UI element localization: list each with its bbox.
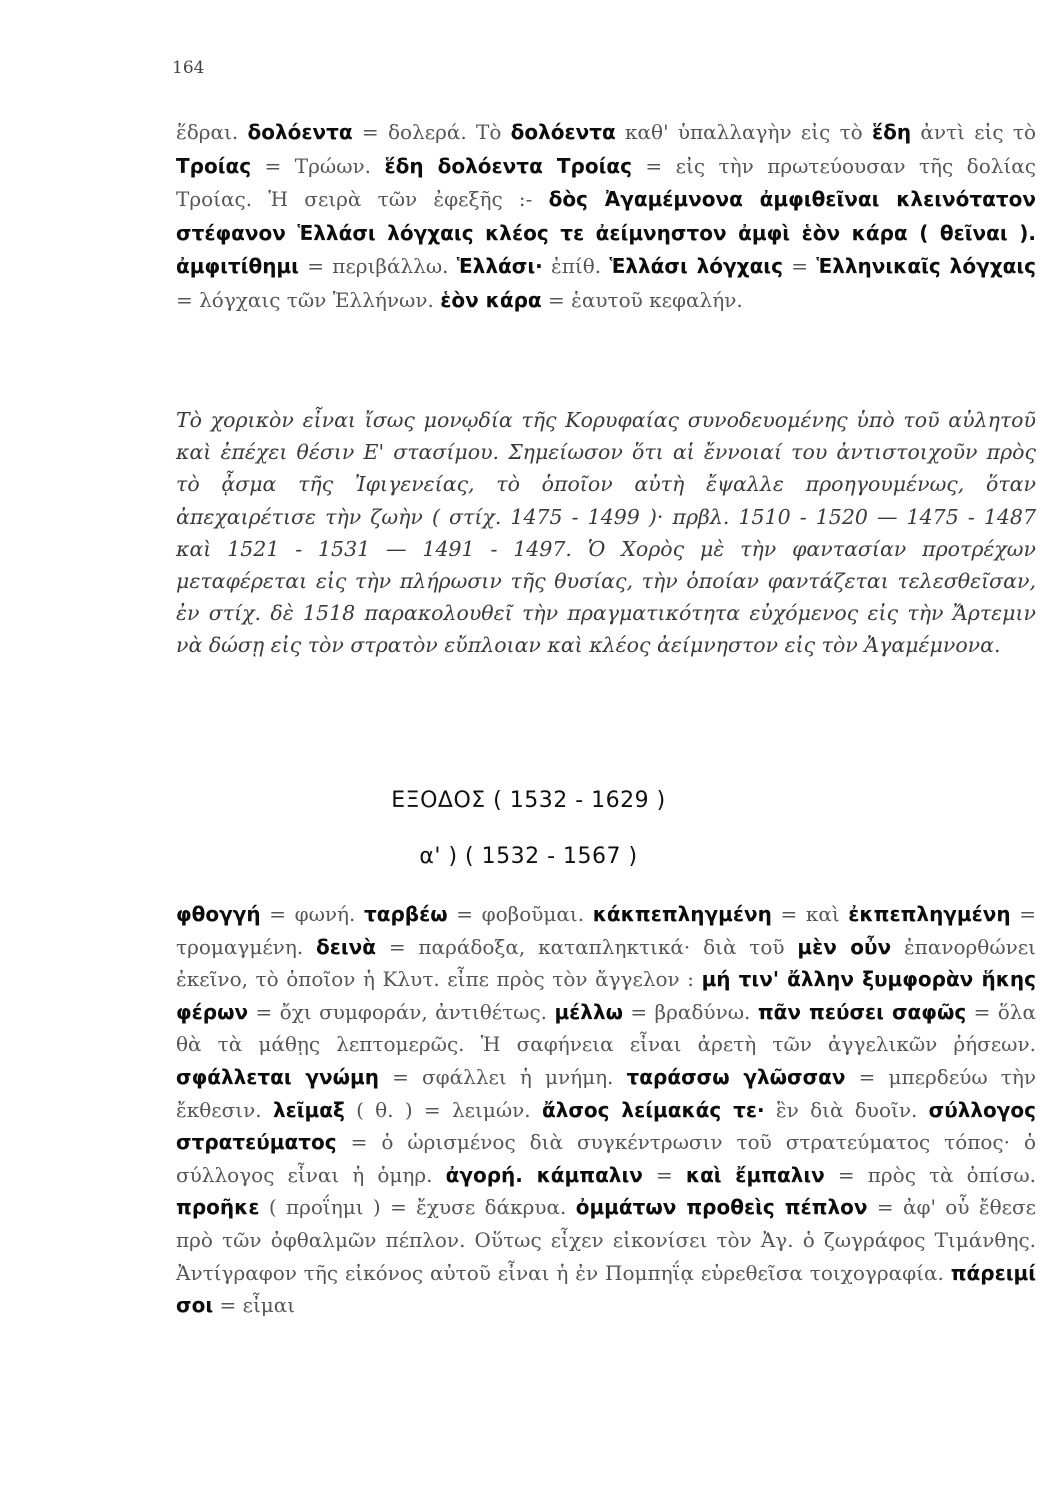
bold-lemma: προῆκε <box>176 1195 260 1220</box>
gloss-text: = δολερά. Τὸ <box>352 120 511 144</box>
gloss-text: = <box>642 1162 686 1187</box>
gloss-text: = βραδύνω. <box>622 999 758 1024</box>
bold-lemma: Ἑλληνικαῖς λόγχαις <box>816 254 1036 278</box>
bold-lemma: ἄλσος λείμακάς τε· <box>541 1097 765 1122</box>
gloss-text: = πρὸς τὰ ὀπίσω. <box>824 1162 1037 1187</box>
gloss-text: = περιβάλλω. <box>298 254 457 278</box>
bold-lemma: Ἑλλάσι λόγχαις <box>609 254 783 278</box>
gloss-text: = ἑαυτοῦ κεφαλήν. <box>541 287 743 312</box>
bold-lemma: δολόεντα <box>510 120 616 144</box>
gloss-text: = ὅλα θὰ τὰ μάθῃς λεπτομερῶς. Ἡ σαφήνεια εἶναι ἀρετὴ τῶν ἀγγελικῶν ῥήσεων. <box>176 999 1036 1057</box>
bold-lemma: καὶ ἔμπαλιν <box>685 1162 825 1187</box>
gloss-text: ( προΐημι ) = ἔχυσε δάκρυα. <box>259 1195 576 1220</box>
section-heading: ΕΞΟΔΟΣ ( 1532 - 1629 ) <box>391 788 666 813</box>
bold-lemma: μέλλω <box>554 999 623 1024</box>
gloss-text: = λόγχαις τῶν Ἑλλήνων. <box>176 287 441 312</box>
bold-lemma: ὀμμάτων προθεὶς πέπλον <box>575 1195 868 1220</box>
gloss-text: ἀντὶ εἰς τὸ <box>911 120 1036 144</box>
gloss-text: = εἶμαι <box>213 1293 296 1318</box>
gloss-text: = ὄχι συμφοράν, ἀντιθέτως. <box>248 999 555 1024</box>
commentary-paragraph-3 <box>176 898 1036 1322</box>
bold-lemma: σφάλλεται γνώμη <box>176 1064 380 1089</box>
gloss-text: ἕδραι. <box>176 120 248 144</box>
gloss-text: = <box>782 254 817 278</box>
bold-lemma: κάκπεπληγμένη <box>592 902 772 926</box>
bold-lemma: πᾶν πεύσει σαφῶς <box>757 999 967 1024</box>
gloss-text: = παράδοξα, καταπληκτικά· διὰ τοῦ <box>376 934 798 959</box>
gloss-text: = τρομαγμένη. <box>176 902 1036 959</box>
commentary-paragraph-2: Τὸ χορικὸν εἶναι ἴσως μονῳδία τῆς Κορυφαίας συνοδευομένης ὑπὸ τοῦ αὐλητοῦ καὶ ἐπέχει θέσιν Ε' στασίμου. Σημείωσον ὅτι αἱ ἔννοιαί του ἀντιστοιχοῦν πρὸς τὸ ᾆσμα τῆς Ἰφιγενείας, τὸ ὁποῖον αὐτὴ ἔψαλλε προηγουμένως, ὅταν ἀπεχαιρέτισε τὴν ζωὴν ( στίχ. 1475 - 1499 )· πρβλ. 1510 - 1520 — 1475 - 1487 καὶ 1521 - 1531 — 1491 - 1497. Ὁ Χορὸς μὲ τὴν φαντασίαν προτρέχων μεταφέρεται εἰς τὴν πλήρωσιν τῆς θυσίας, τὴν ὁποίαν φαντάζεται τελεσθεῖσαν, ἐν στίχ. δὲ 1518 παρακολουθεῖ τὴν πραγματικότητα εὐχόμενος εἰς τὴν Ἄρτεμιν νὰ δώσῃ εἰς τὸν στρατὸν εὔπλοιαν καὶ κλέος ἀείμνηστον εἰς τὸν Ἀγαμέμνονα. <box>176 408 1036 658</box>
bold-lemma: ταρβέω <box>363 902 448 926</box>
gloss-text: = Τρώων. <box>251 153 385 178</box>
gloss-text: ( θ. ) = λειμών. <box>344 1097 542 1122</box>
gloss-text: = καὶ <box>771 902 849 926</box>
gloss-text: ἓν διὰ δυοῖν. <box>764 1097 929 1122</box>
gloss-text: = σφάλλει ἡ μνήμη. <box>379 1064 627 1089</box>
bold-lemma: πάρειμί σοι <box>176 1260 1036 1318</box>
bold-lemma: ἕδη <box>871 120 912 144</box>
gloss-text: = φωνή. <box>260 902 364 926</box>
bold-lemma: ἀγορή. κάμπαλιν <box>445 1162 643 1187</box>
bold-lemma: μή τιν' ἄλλην ξυμφορὰν ἥκης φέρων <box>176 967 1037 1024</box>
bold-lemma: ἑὸν κάρα <box>440 287 542 312</box>
bold-lemma: δὸς Ἀγαμέμνονα ἀμφιθεῖναι κλεινότατον στέφανον Ἑλλάσι λόγχαις κλέος τε ἀείμνηστον ἀμφὶ ἑὸν κάρα ( θεῖναι ). ἀμφιτίθημι <box>176 187 1036 278</box>
gloss-text: ἐπανορθώνει ἐκεῖνο, τὸ ὁποῖον ἡ Κλυτ. εἶπε πρὸς τὸν ἄγγελον : <box>176 934 1036 992</box>
bold-lemma: Τροίας <box>176 153 252 178</box>
bold-lemma: φθογγή <box>176 902 261 926</box>
bold-lemma: δεινὰ <box>316 934 377 959</box>
subsection-heading: α' ) ( 1532 - 1567 ) <box>419 844 638 869</box>
gloss-text: = ἀφ' οὗ ἔθεσε πρὸ τῶν ὀφθαλμῶν πέπλον. Οὕτως εἶχεν εἰκονίσει τὸν Ἀγ. ὁ ζωγράφος Τιμάνθης. Ἀντίγραφον τῆς εἰκόνος αὐτοῦ εἶναι ἡ ἐν Πομπηΐᾳ εὑρεθεῖσα τοιχογραφία. <box>176 1195 1036 1285</box>
commentary-paragraph-1 <box>176 116 1036 317</box>
bold-lemma: σύλλογος στρατεύματος <box>176 1097 1036 1155</box>
gloss-text: = φοβοῦμαι. <box>447 902 593 926</box>
bold-lemma: δολόεντα <box>247 120 353 144</box>
gloss-text: = εἰς τὴν πρωτεύουσαν τῆς δολίας Τροίας. Ἡ σειρὰ τῶν ἐφεξῆς :- <box>176 153 1036 211</box>
bold-lemma: ταράσσω γλῶσσαν <box>626 1064 846 1089</box>
bold-lemma: Ἑλλάσι· <box>456 254 543 278</box>
gloss-text: καθ' ὑπαλλαγὴν εἰς τὸ <box>615 120 872 144</box>
gloss-text: ἐπίθ. <box>542 254 610 278</box>
gloss-text: = μπερδεύω τὴν ἔκθεσιν. <box>176 1064 1036 1122</box>
bold-lemma: λεῖμαξ <box>272 1097 345 1122</box>
gloss-text: = ὁ ὡρισμένος διὰ συγκέντρωσιν τοῦ στρατεύματος τόπος· ὁ σύλλογος εἶναι ἡ ὁμηρ. <box>176 1130 1036 1187</box>
bold-lemma: ἐκπεπληγμένη <box>848 902 1011 926</box>
bold-lemma: μὲν οὖν <box>797 934 892 959</box>
bold-lemma: ἕδη δολόεντα Τροίας <box>384 153 632 178</box>
page-number: 164 <box>172 58 205 78</box>
